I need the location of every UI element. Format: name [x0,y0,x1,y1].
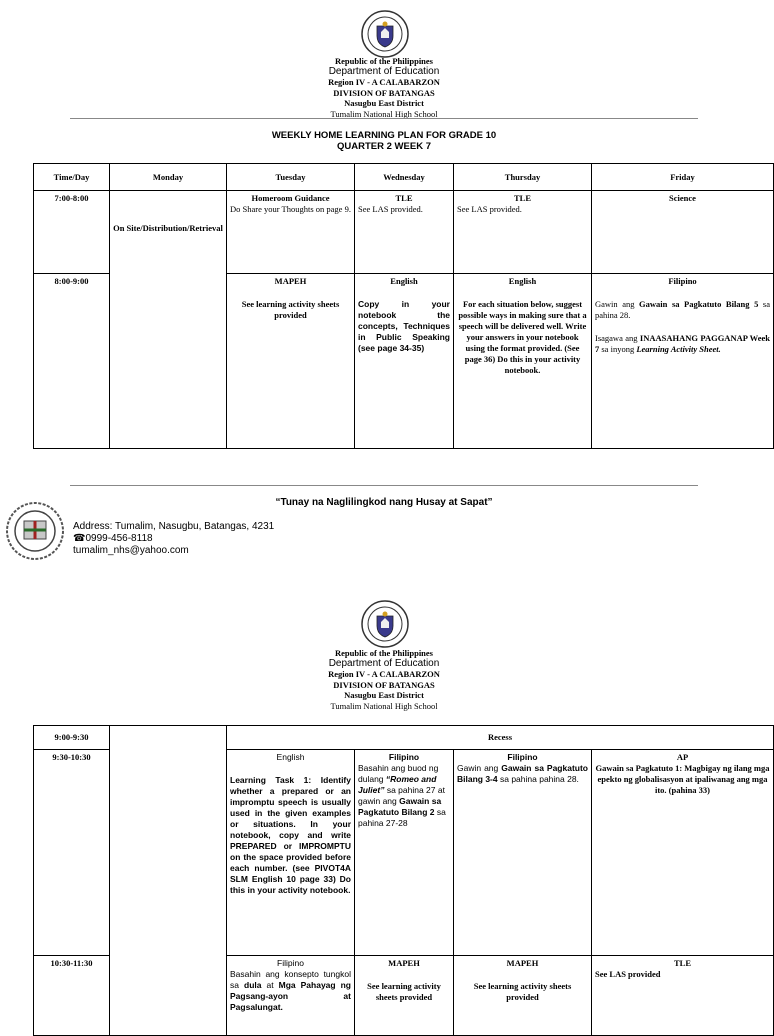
table-row [34,191,774,274]
email-line [73,545,274,557]
thursday-cell [454,191,592,274]
footer-divider [70,485,698,486]
text-run: sa pahina 27 at gawin ang [358,785,445,806]
text-run: Gawain sa Pagkatuto Bilang 2 [358,796,442,817]
subject-label: MAPEH [388,958,420,968]
friday-cell [592,274,774,449]
subject-label: MAPEH [506,958,539,968]
activity-text: See LAS provided. [358,204,423,214]
header-region: Region IV - A CALABARZON [328,669,440,679]
friday-cell [592,191,774,274]
school-motto: “Tunay na Naglilingkod nang Husay at Sapat” [275,497,493,508]
wednesday-cell [355,750,454,956]
plan-title [0,130,768,152]
tuesday-cell [227,274,355,449]
phone-line [73,533,274,545]
header-school: Tumalim National High School [330,108,438,119]
subject-label: AP [676,752,689,762]
subject-label: English [390,276,418,286]
page-header [0,56,768,119]
text-run: Gawain sa Pagkatuto Bilang 5 [639,299,759,309]
subject-label: TLE [674,958,692,968]
activity-text: Do Share your Thoughts on page 9. [230,204,351,214]
header-department: Department of Education [328,65,440,77]
text-run: Gawin ang [457,763,502,773]
text-run: dula [244,980,262,990]
subject-label: Science [669,193,696,203]
text-run: sa pahina 28. [595,299,770,320]
page-header [0,648,768,711]
activity-text: For each situation below, suggest possible ways in making sure that a speech will be delivered well. Write your answers in your notebook using the format provided. (See page 36) Do this in your activity notebook. [458,299,587,375]
col-header-friday: Friday [592,164,774,191]
tuesday-cell [227,956,355,1036]
text-run: Learning Activity Sheet. [636,344,721,354]
activity-text: Gawain sa Pagkatuto 1: Magbigay ng ilang mga epekto ng globalisasyon at ipaliwanag ang mga ito. (pahina 33) [595,763,770,795]
header-division: DIVISION OF BATANGAS [333,679,435,690]
plan-subtitle-line: QUARTER 2 WEEK 7 [337,141,431,152]
activity-text [457,763,588,785]
subject-label: Filipino [388,752,420,762]
activity-text [595,299,770,321]
col-header-time: Time/Day [34,164,110,191]
header-republic: Republic of the Philippines [334,56,433,66]
monday-cell [110,191,227,449]
thursday-cell [454,956,592,1036]
activity-text: See learning activity sheets provided [473,981,572,1002]
deped-seal-icon [361,10,409,58]
text-run: Basahin ang konsepto tungkol sa [230,969,351,990]
text-run: sa pahina pahina 28. [497,774,579,784]
time-cell: 7:00-8:00 [34,191,110,274]
text-run: Gawain sa Pagkatuto Bilang 3-4 [457,763,588,784]
activity-text: See LAS provided. [457,204,522,214]
learning-plan-table-2 [33,725,774,1036]
activity-text: Copy in your notebook the concepts, Techniques in Public Speaking (see page 34-35) [358,299,450,353]
plan-title-line: WEEKLY HOME LEARNING PLAN FOR GRADE 10 [271,130,497,141]
text-run: Basahin ang buod ng dulang [358,763,439,784]
time-cell: 8:00-9:00 [34,274,110,449]
subject-label: TLE [395,193,413,203]
activity-text [358,763,450,829]
text-run: “Romeo and Juliet” [358,774,437,795]
activity-text: See learning activity sheets provided [241,299,340,320]
subject-label: MAPEH [274,276,307,286]
header-division: DIVISION OF BATANGAS [333,87,435,98]
header-divider [70,118,698,119]
thursday-cell [454,274,592,449]
col-header-thursday: Thursday [454,164,592,191]
wednesday-cell [355,191,454,274]
header-department: Department of Education [328,657,440,669]
activity-text: See learning activity sheets provided [367,981,441,1002]
activity-text: Learning Task 1: Identify whether a prepared or an impromptu speech is usually used in the given examples or situations. In your notebook, copy and write PREPARED or IMPROMPTU on the space provided before each number. (see PIVOT4A SLM English 10 page 33) Do this in your activity notebook. [230,775,351,895]
time-cell: 9:00-9:30 [34,726,110,750]
header-school: Tumalim National High School [330,700,438,711]
subject-label: TLE [513,193,531,203]
activity-text [595,333,770,355]
wednesday-cell [355,274,454,449]
subject-label: Filipino [668,276,697,286]
thursday-cell [454,750,592,956]
col-header-monday: Monday [110,164,227,191]
time-cell: 10:30-11:30 [34,956,110,1036]
activity-text: See LAS provided [595,969,661,979]
subject-label: Filipino [277,958,304,968]
header-district: Nasugbu East District [344,98,424,108]
time-cell: 9:30-10:30 [34,750,110,956]
col-header-wednesday: Wednesday [355,164,454,191]
subject-label: Homeroom Guidance [251,193,330,203]
text-run: Mga Pahayag ng Pagsang-ayon at Pagsalungat. [230,980,351,1012]
col-header-tuesday: Tuesday [227,164,355,191]
subject-label: Filipino [507,752,538,762]
table-row [34,726,774,750]
activity-text [230,969,351,1013]
header-republic: Republic of the Philippines [334,648,433,658]
text-run: at [261,980,279,990]
text-run: sa pahina 27-28 [358,807,446,828]
table-header-row [34,164,774,191]
text-run: Gawin ang [595,299,640,309]
tuesday-cell [227,191,355,274]
phone-number: 0999-456-8118 [85,533,153,544]
text-run: Isagawa ang [595,333,640,343]
monday-cell [110,726,227,1036]
email-address: tumalim_nhs@yahoo.com [73,545,189,556]
friday-cell [592,750,774,956]
text-run: sa inyong [599,344,637,354]
learning-plan-table-1 [33,163,774,449]
header-region: Region IV - A CALABARZON [328,77,440,87]
tuesday-cell [227,750,355,956]
deped-seal-icon [361,600,409,648]
school-logo-icon [4,501,66,561]
friday-cell [592,956,774,1036]
wednesday-cell [355,956,454,1036]
address-text: Address: Tumalim, Nasugbu, Batangas, 4231 [73,521,275,532]
header-district: Nasugbu East District [344,690,424,700]
monday-activity: On Site/Distribution/Retrieval [113,223,223,233]
subject-label: English [276,752,305,762]
contact-info [73,521,274,557]
recess-cell: Recess [227,726,774,750]
subject-label: English [508,276,537,286]
phone-icon: ☎ [73,533,86,544]
text-run: INAASAHANG PAGGANAP Week 7 [595,333,770,354]
